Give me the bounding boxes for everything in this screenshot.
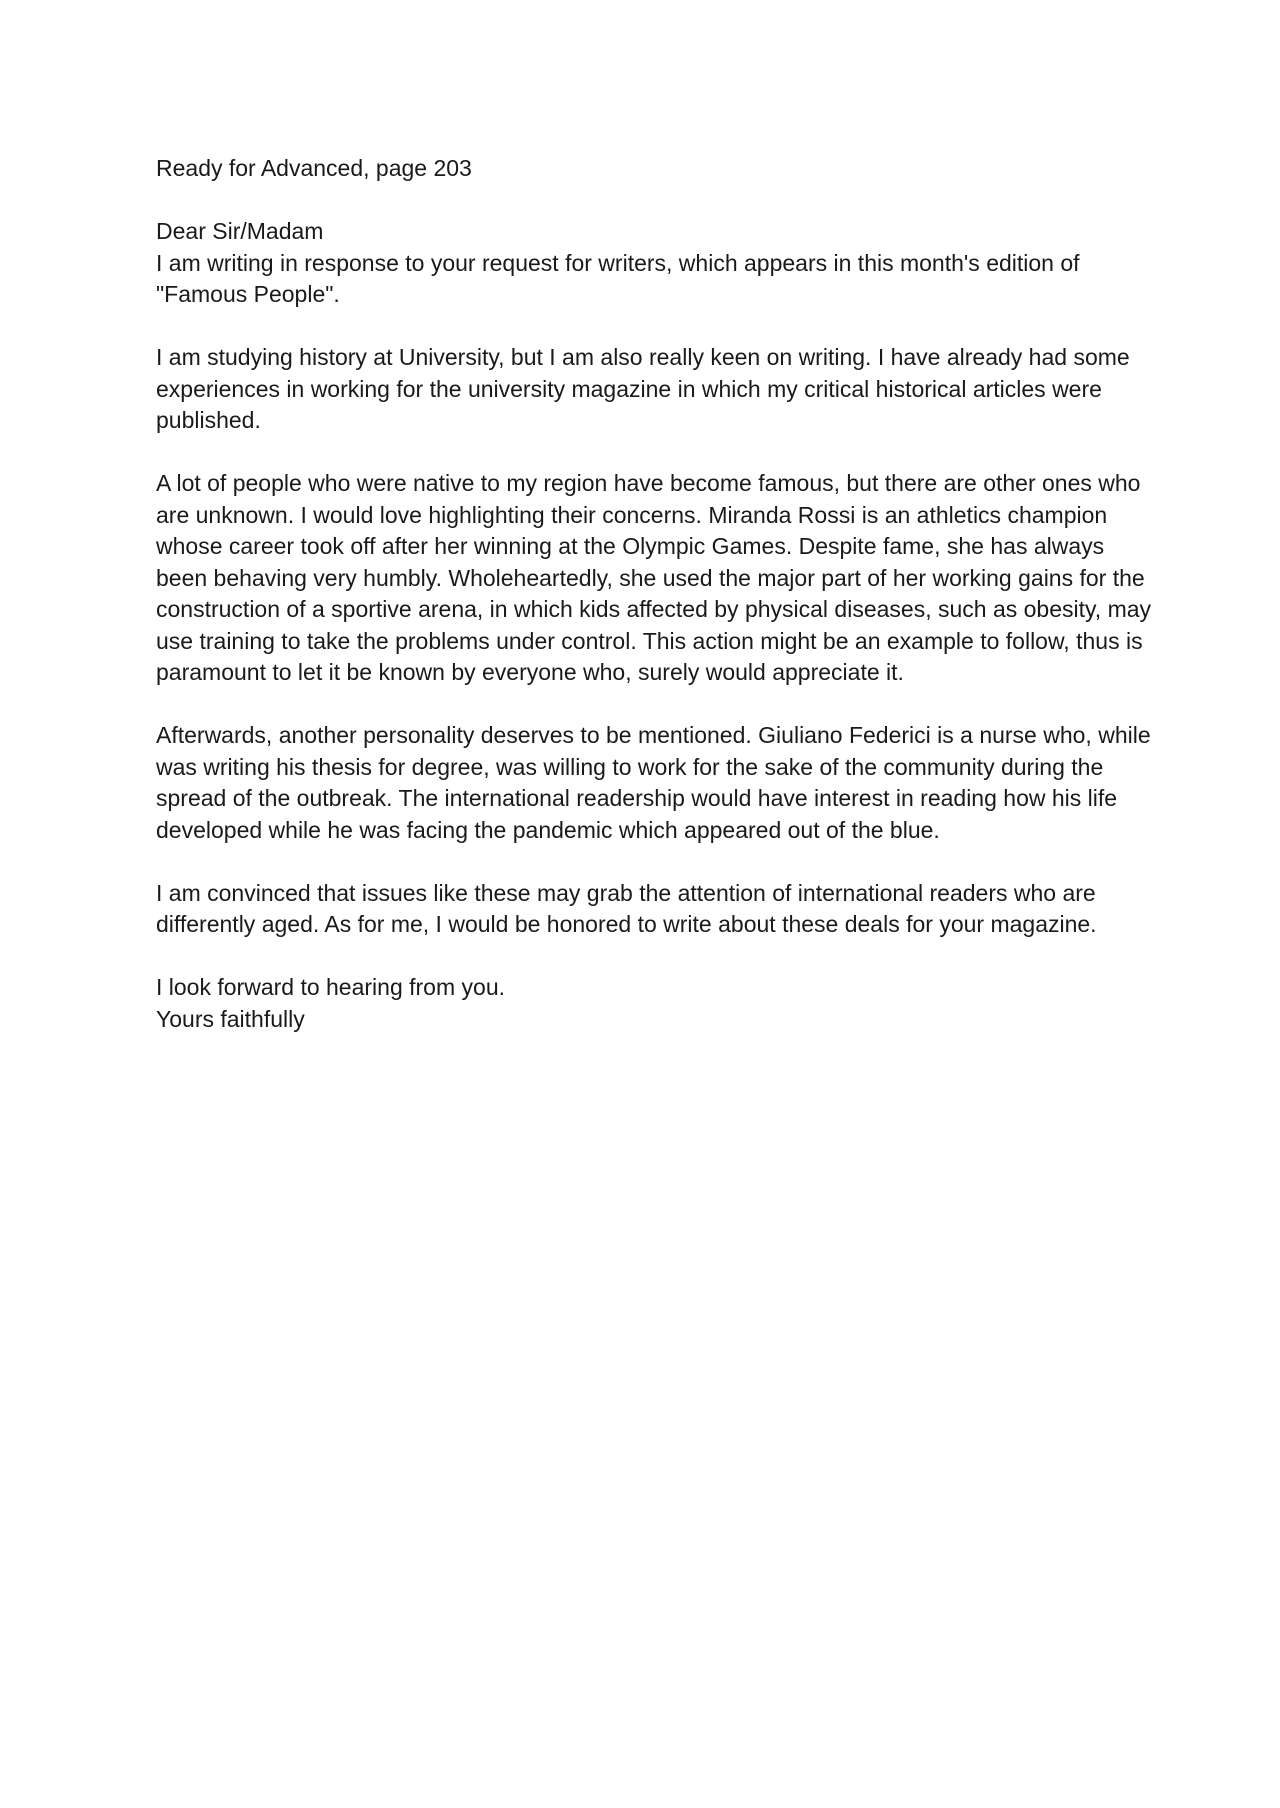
spacer [156, 437, 1156, 469]
spacer [156, 846, 1156, 878]
paragraph-intro: I am writing in response to your request for writers, which appears in this month's edition of "Famous People". [156, 249, 1080, 307]
spacer [156, 311, 1156, 343]
paragraph-miranda-rossi: A lot of people who were native to my region have become famous, but there are other ones who are unknown. I would love highlighting their concerns. Miranda Rossi is an athletics champion whose career took off after her winning at the Olympic Games. Despite fame, she has always been behaving very humbly. Wholeheartedly, she used the major part of her working gains for the construction of a sportive arena, in which kids affected by physical diseases, such as obesity, may use training to take the problems under control. This action might be an example to follow, thus is paramount to let it be known by everyone who, surely would appreciate it. [156, 470, 1152, 685]
salutation: Dear Sir/Madam [156, 218, 324, 244]
spacer [156, 689, 1156, 721]
letter-body [156, 153, 1156, 1035]
spacer [156, 941, 1156, 973]
paragraph-background: I am studying history at University, but I am also really keen on writing. I have already had some experiences in working for the university magazine in which my critical historical articles were published. [156, 344, 1130, 433]
spacer [156, 185, 1156, 217]
sign-off: Yours faithfully [156, 1005, 305, 1032]
paragraph-conclusion: I am convinced that issues like these may grab the attention of international readers who are differently aged. As for me, I would be honored to write about these deals for your magazine. [156, 879, 1097, 937]
closing-line: I look forward to hearing from you. [156, 974, 505, 1000]
document-header: Ready for Advanced, page 203 [156, 155, 472, 181]
paragraph-giuliano-federici: Afterwards, another personality deserves to be mentioned. Giuliano Federici is a nurse who, while was writing his thesis for degree, was willing to work for the sake of the community during the spread of the outbreak. The international readership would have interest in reading how his life developed while he was facing the pandemic which appeared out of the blue. [156, 722, 1151, 843]
